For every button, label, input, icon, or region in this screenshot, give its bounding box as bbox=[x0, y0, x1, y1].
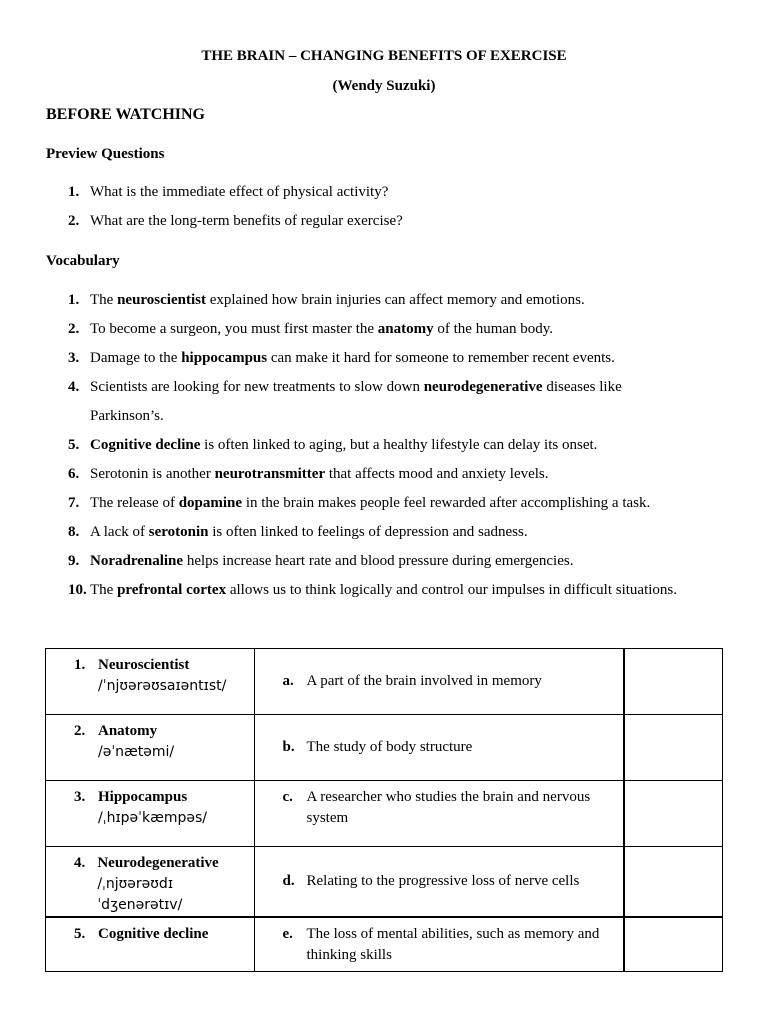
vocabulary-heading: Vocabulary bbox=[46, 253, 120, 269]
item-number: 2. bbox=[68, 213, 80, 229]
item-text bbox=[90, 576, 688, 605]
definition-cell bbox=[254, 649, 624, 715]
sentence-end: that affects mood and anxiety levels. bbox=[325, 466, 549, 482]
definition-cell bbox=[254, 715, 624, 781]
definition-text: A part of the brain involved in memory bbox=[306, 673, 542, 689]
item-number: 7. bbox=[68, 495, 80, 511]
vocab-word: anatomy bbox=[377, 321, 434, 337]
sentence-start: The bbox=[90, 582, 118, 598]
sentence-end: helps increase heart rate and blood pressure during emergencies. bbox=[183, 553, 574, 569]
document-author: (Wendy Suzuki) bbox=[332, 78, 436, 94]
matching-table bbox=[45, 648, 723, 972]
term-cell bbox=[46, 917, 255, 971]
item-text bbox=[90, 315, 708, 344]
vocab-item bbox=[68, 460, 708, 489]
item-text bbox=[90, 547, 708, 576]
vocab-word: dopamine bbox=[178, 495, 243, 511]
sentence-end: in the brain makes people feel rewarded after accomplishing a task. bbox=[242, 495, 651, 511]
sentence-start: The bbox=[90, 292, 118, 308]
term-block bbox=[98, 721, 174, 763]
vocab-word: neurodegenerative bbox=[423, 379, 543, 395]
item-text bbox=[90, 460, 708, 489]
vocab-word: neurotransmitter bbox=[214, 466, 326, 482]
sentence-end: allows us to think logically and control our impulses in difficult situations. bbox=[226, 582, 678, 598]
sentence-end: is often linked to feelings of depression and sadness. bbox=[208, 524, 528, 540]
item-text bbox=[90, 431, 708, 460]
preview-item bbox=[68, 178, 708, 207]
vocab-item bbox=[68, 576, 688, 605]
definition-cell bbox=[254, 847, 624, 918]
answer-cell[interactable] bbox=[624, 715, 723, 781]
answer-cell[interactable] bbox=[624, 649, 723, 715]
sentence-start: The release of bbox=[90, 495, 179, 511]
item-number: 2. bbox=[68, 321, 80, 337]
term-word: Neurodegenerative bbox=[97, 855, 219, 871]
term-number: 1. bbox=[74, 657, 86, 673]
term-pronunciation: /ˌnjʊərəʊdɪˈdʒenərətɪv/ bbox=[97, 876, 183, 913]
answer-cell[interactable] bbox=[624, 847, 723, 918]
sentence-start: Serotonin is another bbox=[90, 466, 215, 482]
term-cell bbox=[46, 649, 255, 715]
vocab-word: Cognitive decline bbox=[90, 437, 201, 453]
answer-cell[interactable] bbox=[624, 781, 723, 847]
item-text: What is the immediate effect of physical activity? bbox=[90, 184, 389, 200]
term-word: Anatomy bbox=[98, 723, 158, 739]
vocab-item bbox=[68, 373, 678, 431]
preview-item bbox=[68, 207, 708, 236]
term-word: Cognitive decline bbox=[98, 926, 209, 942]
table-row bbox=[46, 715, 723, 781]
item-number: 1. bbox=[68, 184, 80, 200]
sentence-end: explained how brain injuries can affect memory and emotions. bbox=[205, 292, 585, 308]
term-word: Hippocampus bbox=[98, 789, 188, 805]
vocab-item bbox=[68, 315, 708, 344]
vocab-item bbox=[68, 518, 708, 547]
definition-letter: a. bbox=[282, 673, 294, 689]
definition-text: A researcher who studies the brain and nervous system bbox=[306, 789, 591, 826]
term-word: Neuroscientist bbox=[98, 657, 190, 673]
item-text bbox=[90, 373, 678, 431]
term-block bbox=[98, 924, 208, 945]
item-text bbox=[90, 286, 708, 315]
vocab-word: prefrontal cortex bbox=[117, 582, 227, 598]
section-heading: BEFORE WATCHING bbox=[46, 106, 205, 123]
definition-letter: c. bbox=[282, 789, 293, 805]
table-row bbox=[46, 847, 723, 918]
item-text bbox=[90, 489, 728, 518]
sentence-start: To become a surgeon, you must first master the bbox=[90, 321, 378, 337]
term-number: 3. bbox=[74, 789, 86, 805]
table-row bbox=[46, 781, 723, 847]
item-text: What are the long-term benefits of regular exercise? bbox=[90, 213, 403, 229]
definition-text: The loss of mental abilities, such as memory and thinking skills bbox=[306, 926, 600, 963]
item-number: 3. bbox=[68, 350, 80, 366]
answer-cell[interactable] bbox=[624, 917, 723, 971]
sentence-end: can make it hard for someone to remember recent events. bbox=[267, 350, 615, 366]
sentence-start: A lack of bbox=[90, 524, 149, 540]
vocab-item bbox=[68, 489, 728, 518]
term-number: 5. bbox=[74, 926, 86, 942]
item-number: 9. bbox=[68, 553, 80, 569]
term-cell bbox=[46, 781, 255, 847]
item-number: 6. bbox=[68, 466, 80, 482]
sentence-start: Damage to the bbox=[90, 350, 182, 366]
term-number: 2. bbox=[74, 723, 86, 739]
vocab-word: hippocampus bbox=[181, 350, 268, 366]
definition-text: Relating to the progressive loss of nerve cells bbox=[306, 873, 580, 889]
sentence-end: diseases like Parkinson’s. bbox=[90, 379, 622, 424]
vocab-word: Noradrenaline bbox=[90, 553, 184, 569]
vocab-item bbox=[68, 286, 708, 315]
definition-cell bbox=[254, 917, 624, 971]
vocab-word: serotonin bbox=[148, 524, 209, 540]
sentence-end: is often linked to aging, but a healthy lifestyle can delay its onset. bbox=[200, 437, 598, 453]
table-row bbox=[46, 649, 723, 715]
sentence-end: of the human body. bbox=[433, 321, 554, 337]
item-number: 1. bbox=[68, 292, 80, 308]
document-title: THE BRAIN – CHANGING BENEFITS OF EXERCISE bbox=[201, 48, 567, 64]
vocab-item bbox=[68, 344, 708, 373]
term-pronunciation: /ˌhɪpəˈkæmpəs/ bbox=[98, 810, 207, 826]
vocab-word: neuroscientist bbox=[117, 292, 206, 308]
definition-letter: e. bbox=[282, 926, 293, 942]
preview-heading: Preview Questions bbox=[46, 146, 165, 162]
vocab-item bbox=[68, 431, 708, 460]
definition-letter: b. bbox=[282, 739, 295, 755]
term-block bbox=[98, 655, 226, 697]
vocab-item bbox=[68, 547, 708, 576]
definition-cell bbox=[254, 781, 624, 847]
definition-text: The study of body structure bbox=[306, 739, 473, 755]
sentence-start: Scientists are looking for new treatments to slow down bbox=[90, 379, 424, 395]
item-number: 5. bbox=[68, 437, 80, 453]
term-pronunciation: /əˈnætəmi/ bbox=[98, 744, 175, 760]
term-pronunciation: /ˈnjʊərəʊsaɪəntɪst/ bbox=[98, 678, 227, 694]
definition-letter: d. bbox=[282, 873, 295, 889]
item-number: 10. bbox=[68, 582, 87, 598]
term-block bbox=[97, 853, 253, 916]
table-row bbox=[46, 917, 723, 971]
term-cell bbox=[46, 847, 255, 918]
item-number: 4. bbox=[68, 379, 80, 395]
item-text bbox=[90, 344, 708, 373]
term-cell bbox=[46, 715, 255, 781]
term-number: 4. bbox=[74, 855, 86, 871]
term-block bbox=[98, 787, 207, 829]
item-text bbox=[90, 518, 708, 547]
item-number: 8. bbox=[68, 524, 80, 540]
